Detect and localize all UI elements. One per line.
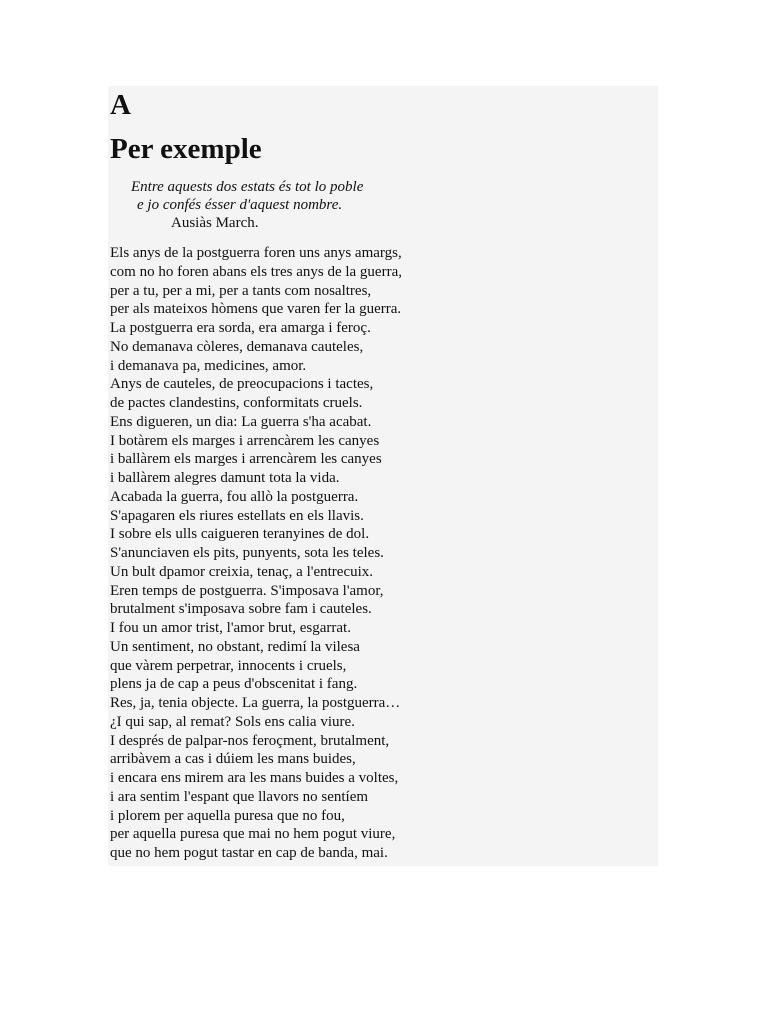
section-letter-heading: A xyxy=(110,89,131,121)
poem-line: i demanava pa, medicines, amor. xyxy=(110,357,307,374)
poem-line: I botàrem els marges i arrencàrem les canyes xyxy=(110,432,380,449)
poem-line: La postguerra era sorda, era amarga i feroç. xyxy=(110,320,371,336)
poem-line: i ballàrem els marges i arrencàrem les canyes xyxy=(110,451,382,468)
poem-line: I fou un amor trist, l'amor brut, esgarrat. xyxy=(110,620,351,636)
epigraph-line: e jo confés ésser d'aquest nombre. xyxy=(137,197,343,213)
poem-line: S'anunciaven els pits, punyents, sota les teles. xyxy=(110,545,384,561)
poem-line: de pactes clandestins, conformitats cruels. xyxy=(110,395,363,411)
poem-line: arribàvem a cas i dúiem les mans buides, xyxy=(110,751,356,768)
poem-title: Per exemple xyxy=(110,133,262,165)
poem-line: I sobre els ulls caigueren teranyines de dol. xyxy=(110,526,370,543)
poem-line: plens ja de cap a peus d'obscenitat i fang. xyxy=(110,676,358,693)
poem-line: I després de palpar-nos feroçment, brutalment, xyxy=(110,732,390,749)
poem-line: que no hem pogut tastar en cap de banda, mai. xyxy=(110,845,388,861)
epigraph-author: Ausiàs March. xyxy=(171,215,259,231)
poem-line: brutalment s'imposava sobre fam i cauteles. xyxy=(110,601,372,618)
epigraph-line: Entre aquests dos estats és tot lo poble xyxy=(131,179,364,195)
poem-line: Eren temps de postguerra. S'imposava l'amor, xyxy=(110,582,384,599)
poem-line: i encara ens mirem ara les mans buides a voltes, xyxy=(110,770,399,786)
poem-line: com no ho foren abans els tres anys de la guerra, xyxy=(110,263,402,280)
poem-line: Els anys de la postguerra foren uns anys amargs, xyxy=(110,245,402,261)
poem-line: i ballàrem alegres damunt tota la vida. xyxy=(110,470,340,486)
epigraph xyxy=(110,178,630,233)
poem-line: i ara sentim l'espant que llavors no sentíem xyxy=(110,788,369,805)
poem-line: i plorem per aquella puresa que no fou, xyxy=(110,807,345,824)
poem-line: S'apagaren els riures estellats en els llavis. xyxy=(110,507,364,524)
poem-line: que vàrem perpetrar, innocents i cruels, xyxy=(110,657,347,674)
poem-line: Res, ja, tenia objecte. La guerra, la postguerra… xyxy=(110,695,401,711)
poem-line: Acabada la guerra, fou allò la postguerra. xyxy=(110,488,359,505)
poem-body xyxy=(110,244,650,863)
poem-line: Un sentiment, no obstant, redimí la vilesa xyxy=(110,638,360,655)
poem-line: per als mateixos hòmens que varen fer la guerra. xyxy=(110,301,402,318)
poem-line: ¿I qui sap, al remat? Sols ens calia viure. xyxy=(110,713,355,730)
poem-line: Anys de cauteles, de preocupacions i tactes, xyxy=(110,376,374,393)
poem-line: No demanava còleres, demanava cauteles, xyxy=(110,338,364,355)
poem-line: Un bult dpamor creixia, tenaç, a l'entrecuix. xyxy=(110,563,374,580)
poem-line: per aquella puresa que mai no hem pogut viure, xyxy=(110,826,396,843)
poem-line: Ens digueren, un dia: La guerra s'ha acabat. xyxy=(110,413,372,430)
poem-line: per a tu, per a mi, per a tants com nosaltres, xyxy=(110,282,372,299)
